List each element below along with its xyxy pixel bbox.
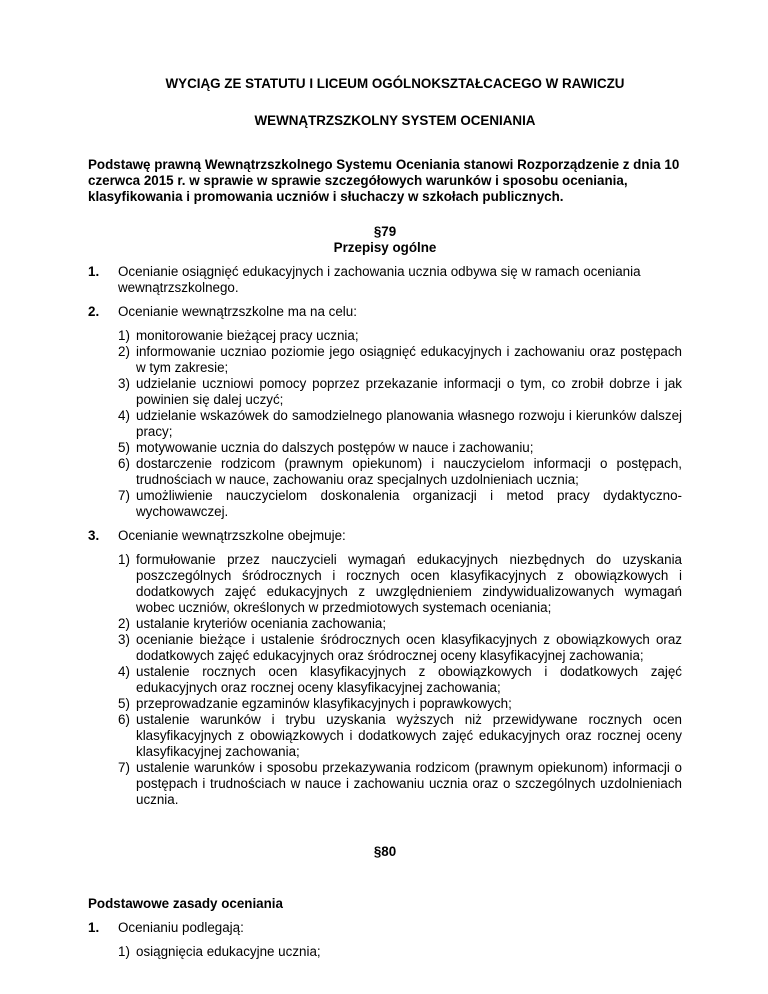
list-item	[118, 456, 682, 488]
list-item	[118, 760, 682, 808]
point-text: Ocenianie osiągnięć edukacyjnych i zachowania ucznia odbywa się w ramach oceniania wewnątrzszkolnego.	[118, 264, 641, 295]
list-item-number: 4)	[118, 664, 130, 679]
list-item	[118, 488, 682, 520]
list-item	[118, 328, 682, 344]
section-79-point-3	[88, 528, 682, 544]
list-item-number: 5)	[118, 696, 130, 711]
list-item-text: monitorowanie bieżącej pracy ucznia;	[136, 328, 359, 343]
section-80-sign: §80	[373, 844, 397, 859]
list-item	[118, 664, 682, 696]
list-item	[118, 408, 682, 440]
list-item	[118, 440, 682, 456]
list-item-number: 2)	[118, 344, 130, 359]
list-item-text: osiągnięcia edukacyjne ucznia;	[136, 944, 321, 959]
list-item-text: formułowanie przez nauczycieli wymagań edukacyjnych niezbędnych do uzyskania poszczególnych śródrocznych i rocznych ocen klasyfikacyjnych z obowiązkowych i dodatkowych zajęć edukacyjnych z uwzględnieniem zindywidualizowanych wymagań wobec uczniów, określonych w przedmiotowych systemach oceniania;	[136, 552, 682, 615]
list-item	[118, 344, 682, 376]
section-79-point-2	[88, 304, 682, 320]
list-item-number: 1)	[118, 944, 130, 959]
list-item-text: informowanie uczniao poziomie jego osiągnięć edukacyjnych i zachowaniu oraz postępach w tym zakresie;	[136, 344, 682, 375]
list-item-text: ustalenie warunków i sposobu przekazywania rodzicom (prawnym opiekunom) informacji o postępach i trudnościach w nauce i zachowaniu ucznia oraz o szczególnych uzdolnieniach ucznia.	[136, 760, 682, 807]
point-number: 2.	[88, 304, 100, 319]
section-79-title: Przepisy ogólne	[333, 240, 437, 255]
point-2-list	[118, 328, 682, 520]
list-item	[118, 712, 682, 760]
section-80-point-1	[88, 920, 682, 936]
list-item-text: przeprowadzanie egzaminów klasyfikacyjnych i poprawkowych;	[136, 696, 512, 711]
section-80-point-1-list	[118, 944, 682, 960]
document-subtitle: WEWNĄTRZSZKOLNY SYSTEM OCENIANIA	[254, 113, 536, 128]
point-number: 1.	[88, 920, 100, 935]
list-item	[118, 696, 682, 712]
list-item	[118, 552, 682, 616]
point-3-list	[118, 552, 682, 808]
list-item-number: 1)	[118, 328, 130, 343]
point-number: 1.	[88, 264, 100, 279]
section-80-subheading: Podstawowe zasady oceniania	[88, 896, 283, 911]
list-item-text: umożliwienie nauczycielom doskonalenia organizacji i metod pracy dydaktyczno-wychowawczej.	[136, 488, 682, 519]
list-item-text: ustalenie rocznych ocen klasyfikacyjnych z obowiązkowych i dodatkowych zajęć edukacyjnych oraz rocznej oceny klasyfikacyjnej zachowania;	[136, 664, 682, 695]
list-item-number: 2)	[118, 616, 130, 631]
list-item-number: 5)	[118, 440, 130, 455]
list-item-text: motywowanie ucznia do dalszych postępów w nauce i zachowaniu;	[136, 440, 534, 455]
list-item-text: ustalanie kryteriów oceniania zachowania;	[136, 616, 387, 631]
list-item	[118, 632, 682, 664]
list-item-number: 7)	[118, 760, 130, 775]
list-item-number: 6)	[118, 456, 130, 471]
list-item-number: 1)	[118, 552, 130, 567]
list-item-number: 3)	[118, 376, 130, 391]
list-item	[118, 944, 682, 960]
list-item-number: 7)	[118, 488, 130, 503]
document-title: WYCIĄG ZE STATUTU I LICEUM OGÓLNOKSZTAŁCACEGO W RAWICZU	[165, 76, 625, 91]
list-item-text: udzielanie wskazówek do samodzielnego planowania własnego rozwoju i kierunków dalszej pracy;	[136, 408, 682, 439]
section-79-point-1	[88, 264, 682, 296]
section-79-sign: §79	[373, 224, 397, 239]
point-text: Ocenianie wewnątrzszkolne ma na celu:	[118, 304, 357, 319]
point-number: 3.	[88, 528, 100, 543]
list-item-number: 4)	[118, 408, 130, 423]
point-text: Ocenianie wewnątrzszkolne obejmuje:	[118, 528, 346, 543]
list-item-text: dostarczenie rodzicom (prawnym opiekunom) i nauczycielom informacji o postępach, trudnościach w nauce, zachowaniu oraz specjalnych uzdolnieniach ucznia;	[136, 456, 682, 487]
point-text: Ocenianiu podlegają:	[118, 920, 244, 935]
list-item-number: 6)	[118, 712, 130, 727]
list-item	[118, 376, 682, 408]
list-item-text: ocenianie bieżące i ustalenie śródrocznych ocen klasyfikacyjnych z obowiązkowych oraz dodatkowych zajęć edukacyjnych oraz śródrocznej oceny klasyfikacyjnej zachowania;	[136, 632, 682, 663]
list-item-text: udzielanie uczniowi pomocy poprzez przekazanie informacji o tym, co zrobił dobrze i jak powinien się dalej uczyć;	[136, 376, 682, 407]
legal-basis-paragraph: Podstawę prawną Wewnątrzszkolnego Systemu Oceniania stanowi Rozporządzenie z dnia 10 czerwca 2015 r. w sprawie w sprawie szczegółowych warunków i sposobu oceniania, klasyfikowania i promowania uczniów i słuchaczy w szkołach publicznych.	[88, 157, 680, 204]
list-item-number: 3)	[118, 632, 130, 647]
list-item	[118, 616, 682, 632]
list-item-text: ustalenie warunków i trybu uzyskania wyższych niż przewidywane rocznych ocen klasyfikacyjnych z obowiązkowych i dodatkowych zajęć edukacyjnych oraz rocznej oceny klasyfikacyjnej zachowania;	[136, 712, 682, 759]
